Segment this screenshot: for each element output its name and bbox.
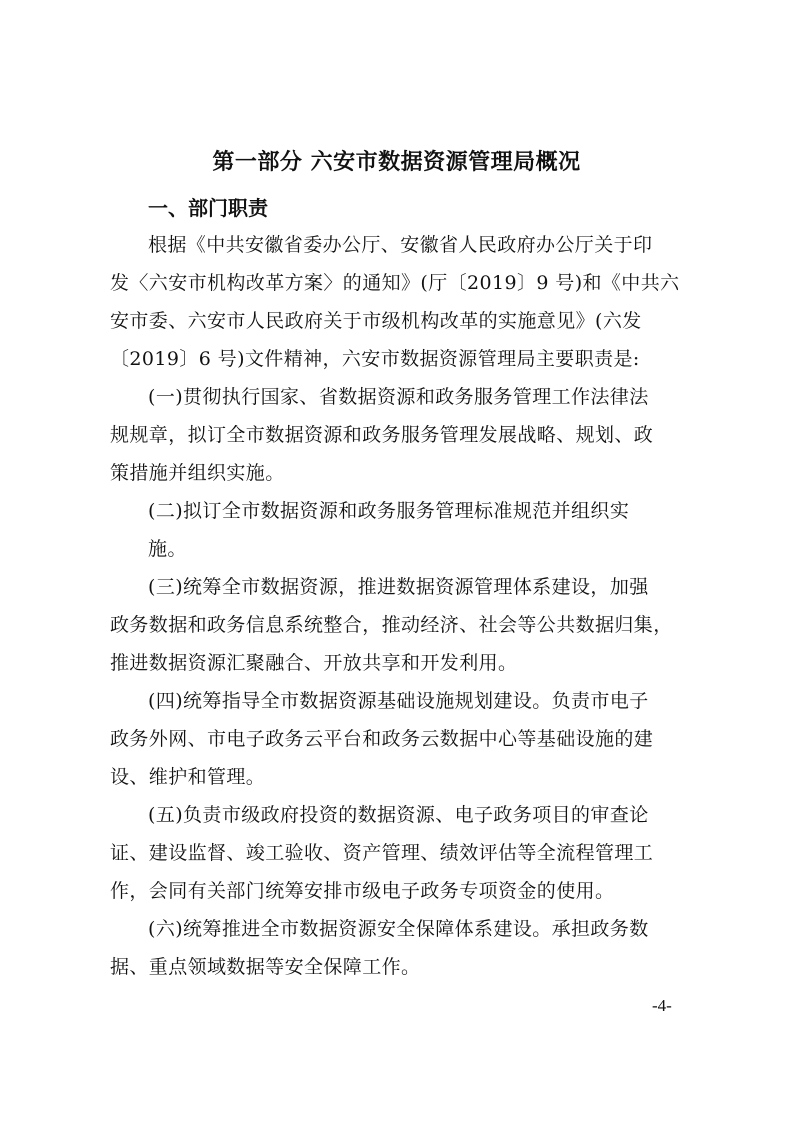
body-line: (五)负责市级政府投资的数据资源、电子政务项目的审查论 xyxy=(148,804,649,826)
body-line: 证、建设监督、竣工验收、资产管理、绩效评估等全流程管理工 xyxy=(110,842,654,864)
page-title: 第一部分 六安市数据资源管理局概况 xyxy=(212,150,581,175)
body-line: 规规章，拟订全市数据资源和政务服务管理发展战略、规划、政 xyxy=(110,424,654,446)
page-number: -4- xyxy=(652,996,672,1015)
body-line: (三)统筹全市数据资源，推进数据资源管理体系建设，加强 xyxy=(148,576,649,598)
body-line: 发〈六安市机构改革方案〉的通知》(厅〔2019〕9 号)和《中共六 xyxy=(110,272,680,294)
body-line: 作，会同有关部门统筹安排市级电子政务专项资金的使用。 xyxy=(110,880,615,902)
body-line: 设、维护和管理。 xyxy=(110,766,266,788)
body-line: (四)统筹指导全市数据资源基础设施规划建设。负责市电子 xyxy=(148,690,649,712)
section-heading: 一、部门职责 xyxy=(148,196,268,220)
body-line: 施。 xyxy=(148,538,187,560)
body-line: (二)拟订全市数据资源和政务服务管理标准规范并组织实 xyxy=(148,500,630,522)
body-line: 推进数据资源汇聚融合、开放共享和开发利用。 xyxy=(110,652,518,674)
body-line: 策措施并组织实施。 xyxy=(110,462,285,484)
body-line: (六)统筹推进全市数据资源安全保障体系建设。承担政务数 xyxy=(148,918,649,940)
body-line: 〔2019〕6 号)文件精神，六安市数据资源管理局主要职责是: xyxy=(110,348,640,370)
body-line: 根据《中共安徽省委办公厅、安徽省人民政府办公厅关于印 xyxy=(148,234,653,256)
body-line: 政务外网、市电子政务云平台和政务云数据中心等基础设施的建 xyxy=(110,728,654,750)
body-line: 据、重点领域数据等安全保障工作。 xyxy=(110,956,421,978)
body-line: 政务数据和政务信息系统整合，推动经济、社会等公共数据归集， xyxy=(110,614,673,636)
body-line: 安市委、六安市人民政府关于市级机构改革的实施意见》(六发 xyxy=(110,310,642,332)
body-line: (一)贯彻执行国家、省数据资源和政务服务管理工作法律法 xyxy=(148,386,649,408)
